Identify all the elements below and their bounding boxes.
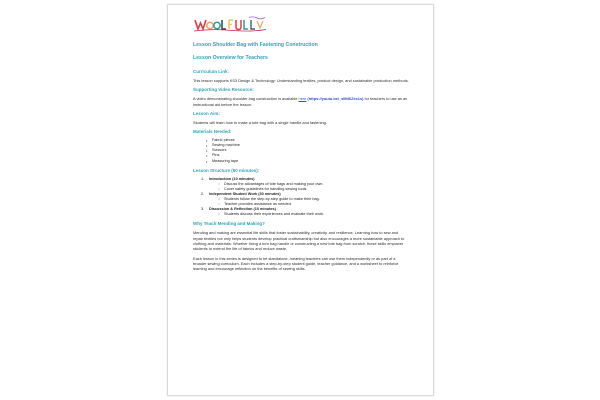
sub-list (218, 212, 409, 217)
why-paragraph-2: Each lesson in this series is designed to be standalone, meaning teachers can use them independently or as part of a broader sewing curriculum. Each includes a step-by-step student guide, teacher guidance, and a worksheet to reinforce learning and encourage reflection on the benefits of sewing skills. (193, 255, 399, 272)
video-heading: Supporting Video Resource: (193, 87, 254, 93)
aim-text: Students will learn how to make a tote bag with a single handle and fastening. (193, 119, 327, 125)
list-item: • Scissors (206, 148, 409, 153)
overview-heading: Lesson Overview for Teachers (193, 55, 268, 61)
structure-item (201, 207, 409, 217)
list-item: • Measuring tape (206, 159, 409, 164)
structure-number: 1. (201, 176, 205, 181)
structure-number: 3. (201, 207, 205, 212)
curriculum-text: This lesson supports KS3 Design & Technology: Understanding textiles, product design, and sustainable production methods. (193, 78, 409, 83)
materials-list (206, 138, 409, 163)
sub-list (218, 182, 409, 192)
list-item: • Pins (206, 153, 409, 158)
structure-list (201, 177, 409, 218)
logo (193, 16, 409, 32)
structure-item (201, 177, 409, 192)
structure-title: Independent Student Work (30 minutes) (209, 191, 281, 196)
sub-item: ○ Students discuss their experiences and evaluate their work. (218, 212, 409, 217)
sub-item: ○ Teacher provides assistance as needed. (218, 202, 409, 207)
structure-number: 2. (201, 191, 205, 196)
aim-heading: Lesson Aim: (193, 110, 220, 116)
video-link[interactable]: here (298, 96, 307, 102)
video-text-before: A video demonstrating shoulder bag construction is available (193, 96, 299, 102)
sub-list (218, 197, 409, 207)
list-item: • Sewing machine (206, 143, 409, 148)
sub-item: ○ Discuss the advantages of tote bags and making your own. (218, 182, 409, 187)
curriculum-heading: Curriculum Link: (193, 69, 230, 74)
video-url: (https://youtu.be/_sMtl6Zes1s) (306, 96, 364, 102)
video-text-after: for teachers to use as an instructional aid before the lesson. (193, 96, 408, 107)
sub-item: ○ Students follow the step-by-step guide to make their bag. (218, 197, 409, 202)
why-section (193, 230, 409, 271)
logo-wordmark (193, 16, 267, 32)
lesson-title: Lesson Shoulder Bag with Fastening Construction (193, 42, 318, 48)
document-page (167, 4, 434, 396)
structure-title: Introduction (10 minutes) (209, 176, 255, 181)
structure-heading: Lesson Structure (50 minutes): (193, 167, 260, 173)
video-text (193, 96, 409, 107)
why-heading: Why Teach Mending and Making? (193, 221, 265, 227)
structure-title: Discussion & Reflection (10 minutes) (209, 207, 276, 212)
list-item: • Fabric pieces (206, 138, 409, 143)
structure-item (201, 192, 409, 207)
materials-heading: Materials Needed: (193, 129, 232, 135)
sub-item: ○ Cover safety guidelines for handling sewing tools. (218, 187, 409, 192)
why-paragraph-1: Mending and making are essential life skills that foster sustainability, creativity, and resilience. Learning how to sew and repair textiles not only helps students develop practical craftsmanship but also encourages a more sustainable approach to clothing and materials. Whether fixing a torn bag handle or constructing a new tote bag from scratch, these skills empower students to extend the life of fabrics and reduce waste. (193, 230, 405, 252)
